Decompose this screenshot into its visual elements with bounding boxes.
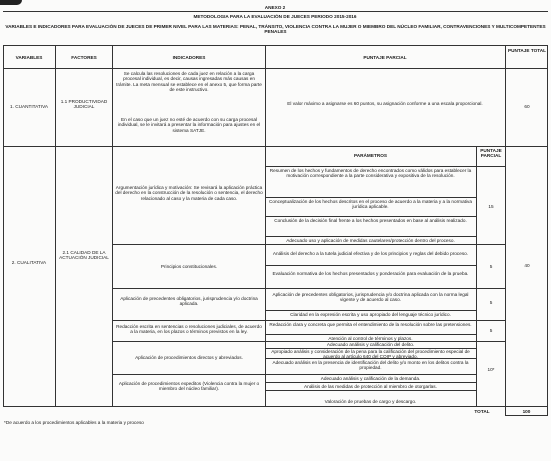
- param-terminos-plazos: Atención al control de términos y plazos.: [328, 336, 413, 341]
- factor-productividad: 1.1 PRODUCTIVIDAD JUDICIAL: [60, 99, 108, 110]
- header-row-divider: [3, 68, 548, 69]
- param-analisis-pena: Apropiado análisis y consideración de la pena para la calificación del procedimiento especial de acuerdo al artículo 640 del COIP y abreviado.: [271, 349, 470, 360]
- methodology-title: METODOLOGIA PARA LA EVALUACIÓN DE JUECES PERIODO 2015-2016: [193, 14, 357, 19]
- col-puntaje-total: PUNTAJE TOTAL: [507, 48, 547, 53]
- param-calificacion-demanda: Adecuado análisis y calificación de la demanda.: [320, 376, 421, 381]
- document-title: VARIABLES E INDICADORES PARA EVALUACIÓN DE JUECES DE PRIMER NIVEL PARA LAS MATERIAS: PENAL, TRÁNSITO, VIOLENCIA CONTRA LA MUJER O MIEMBRO DEL NÚCLEO FAMILIAR, CONTRAVENCIONES Y MULTICOMPETENTES PENALES: [5, 24, 546, 35]
- score-precedentes: 5: [489, 300, 493, 305]
- score-procedimientos: 10*: [487, 367, 495, 372]
- indicator-principios: Principios constitucionales.: [160, 264, 218, 269]
- annex-label: ANEXO 2: [264, 5, 286, 10]
- variable-cualitativa: 2. CUALITATIVA: [11, 260, 47, 265]
- indicator-precedentes: Aplicación de precedentes obligatorios, jurisprudencia y/o doctrina aplicada.: [120, 296, 258, 307]
- indicator-redaccion: Redacción escrita en sentencias o resoluciones judiciales, de acuerdo a la materia, en los plazos o términos previstos en la ley.: [116, 324, 262, 335]
- score-argumentacion: 15: [488, 204, 494, 209]
- param-medidas-proteccion: Análisis de las medidas de protección al miembro de otorgarlas.: [304, 384, 437, 389]
- col-factores: FACTORES: [71, 55, 97, 60]
- param-tutela-judicial: Análisis del derecho a la tutela judicial efectiva y de los principios y reglas del debido proceso.: [272, 251, 469, 256]
- parametros-header: PARÁMETROS: [354, 153, 387, 158]
- param-medidas-cautelares: Adecuado uso y aplicación de medidas cautelares/protección dentro del proceso.: [286, 238, 455, 243]
- factor-calidad: 2.1 CALIDAD DE LA ACTUACIÓN JUDICIAL: [59, 250, 109, 261]
- partial-score-column-line: [476, 146, 477, 406]
- total-score-calidad: 40: [524, 263, 530, 268]
- param-precedentes: Aplicación de precedentes obligatorios, jurisprudencia y/o doctrina aplicada con la norma legal vigente y de acuerdo al caso.: [272, 292, 469, 303]
- footnote: *De acuerdo a los procedimientos aplicables a la materia y proceso: [4, 420, 144, 425]
- scan-corner-shadow: [0, 0, 22, 5]
- total-score-productividad: 60: [524, 104, 530, 109]
- indicator-productividad-b: En el caso que un juez no esté de acuerdo con su carga procesal individual, se le invitará a presentar la información para ajustes en el sistema SATJE.: [117, 117, 261, 133]
- col-indicadores: INDICADORES: [172, 55, 206, 60]
- indicator-procedimientos-expeditos: Aplicación de procedimientos expeditos (Violencia contra la mujer o miembro del núcleo familiar).: [118, 381, 260, 392]
- total-value: 100: [522, 409, 531, 414]
- total-label: TOTAL: [474, 409, 490, 414]
- indicator-argumentacion: Argumentación jurídica y motivación: Se revisará la aplicación práctica del derecho en la construcción de la resolución o sentencia, el derecho relacionado al caso y la materia de cada caso.: [115, 185, 263, 201]
- param-conceptualizacion: Conceptualización de los hechos descritos en el proceso de acuerdo a la materia y a la normativa jurídica aplicable.: [269, 199, 472, 210]
- param-redaccion-clara: Redacción clara y concreta que permita el entendimiento de la resolución sobre las pretensiones.: [269, 322, 472, 327]
- partial-score-productividad: El valor máximo a asignarse es 60 puntos, su asignación conforme a una escala proporcional.: [287, 101, 483, 106]
- indicator-procedimientos-directos: Aplicación de procedimientos directos y abreviados.: [135, 355, 243, 360]
- score-principios: 5: [489, 264, 493, 269]
- row1-divider: [3, 146, 548, 147]
- param-identificacion-delito: Adecuado análisis en la presencia de identificación del delito y/o monto en los delitos contra la propiedad.: [272, 360, 469, 371]
- param-valoracion-pruebas: Valoración de pruebas de cargo y descargo.: [324, 399, 417, 404]
- param-resumen-hechos: Resumen de los hechos y fundamentos de derecho encontrados como válidos para establecer la motivación correspondiente a la parte considerativa y expositiva de la resolución.: [269, 168, 472, 179]
- col-variables: VARIABLES: [15, 55, 43, 60]
- score-redaccion: 5: [489, 328, 493, 333]
- variable-cuantitativa: 1. CUANTITATIVA: [9, 104, 49, 109]
- param-conclusion: Conclusión de la decisión final frente a los hechos presentados en base al análisis realizado.: [274, 218, 467, 223]
- header-rule: [3, 11, 548, 12]
- param-claridad-expresion: Claridad en la expresión escrita y uso apropiado del lenguaje técnico jurídico.: [290, 312, 451, 317]
- puntaje-parcial-subheader: PUNTAJE PARCIAL: [480, 148, 502, 159]
- param-analisis-delito: Adecuado análisis y calificación del delito.: [326, 342, 415, 347]
- indicator-productividad-a: Se calcula las resoluciones de cada juez en relación a la carga procesal individual, es decir, causas ingresadas más causas en trámite. La meta mensual se establece en el anexo 5, que forma parte de este instructivo.: [116, 71, 262, 93]
- param-evaluacion-normativa: Evaluación normativa de los hechos presentados y ponderación para evaluación de la prueba.: [272, 271, 469, 276]
- col-puntaje-parcial: PUNTAJE PARCIAL: [363, 55, 407, 60]
